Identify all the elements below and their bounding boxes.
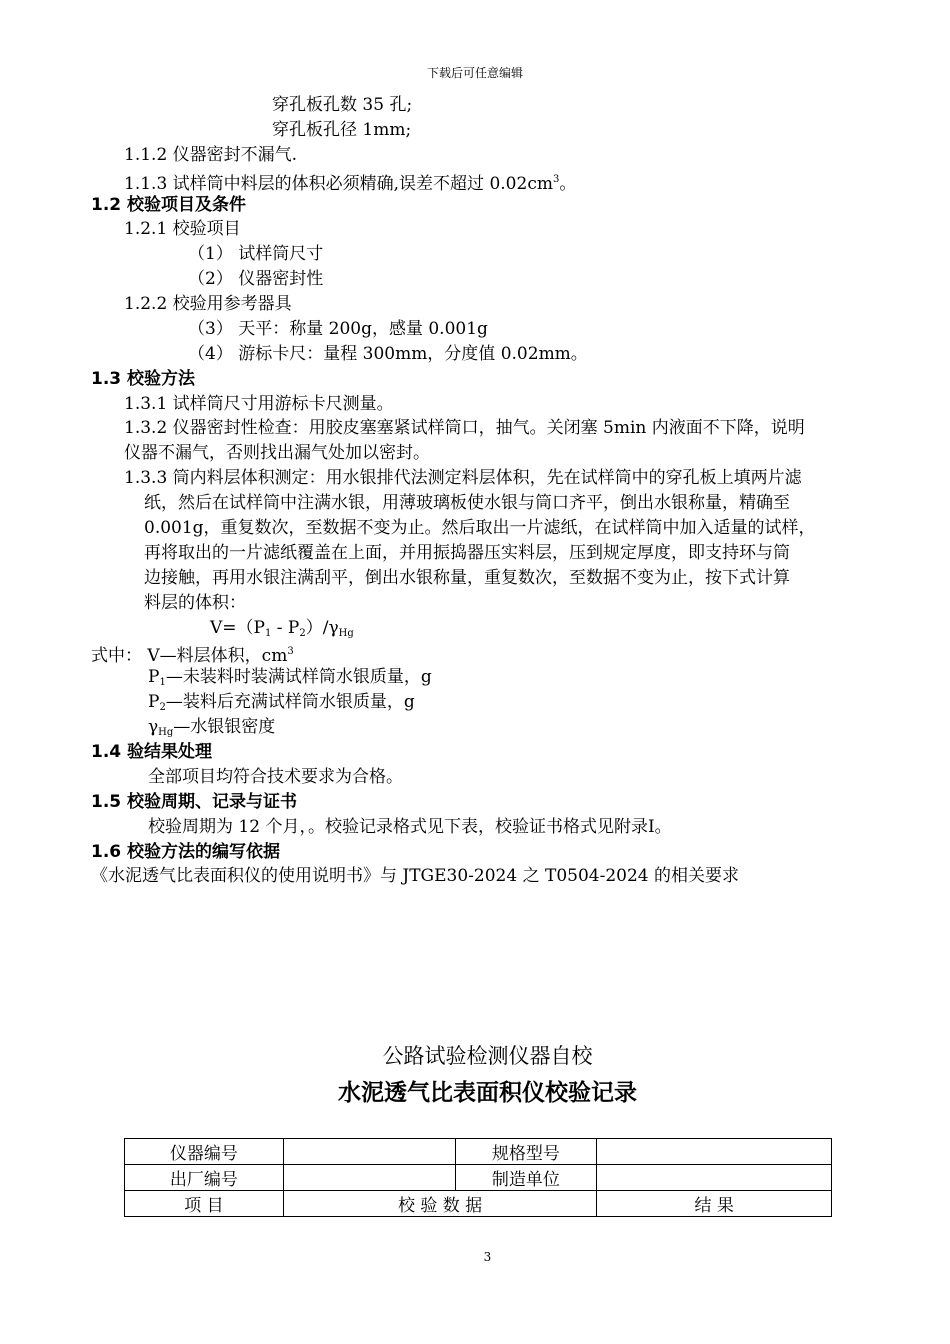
text-line: 边接触，再用水银注满刮平，倒出水银称量，重复数次，至数据不变为止，按下式计算 [144,568,790,588]
table-row [125,1191,832,1217]
text-line: 《水泥透气比表面积仪的使用说明书》与 JTGE30-2024 之 T0504-2024 的相关要求 [91,866,740,886]
text-line: 1.3.1 试样筒尺寸用游标卡尺测量。 [124,394,394,414]
record-table [124,1138,832,1217]
text-line: 仪器不漏气，否则找出漏气处加以密封。 [124,443,430,463]
text-line: 料层的体积： [144,593,246,613]
text-line: 全部项目均符合技术要求为合格。 [148,767,403,787]
list-item: （4） 游标卡尺：量程 300mm，分度值 0.02mm。 [188,344,588,364]
text-line: 纸，然后在试样筒中注满水银，用薄玻璃板使水银与筒口齐平，倒出水银称量，精确至 [144,493,790,513]
text-line: 0.001g，重复数次，至数据不变为止。然后取出一片滤纸，在试样筒中加入适量的试样， [144,518,816,538]
section-heading: 1.5 校验周期、记录与证书 [91,792,298,812]
table-cell: 仪器编号 [125,1139,284,1165]
record-subtitle: 公路试验检测仪器自校 [382,1044,593,1068]
text-line: 1.1.2 仪器密封不漏气. [124,145,298,165]
text-line: 1.3.2 仪器密封性检查：用胶皮塞塞紧试样筒口，抽气。关闭塞 5min 内液面不下降，说明 [124,418,805,438]
table-cell: 结 果 [597,1191,832,1217]
section-heading: 1.4 验结果处理 [91,742,213,762]
list-item: （3） 天平：称量 200g，感量 0.001g [188,319,488,339]
text-line: 1.1.3 试样筒中料层的体积必须精确,误差不超过 $0.02cm^3$。 [124,174,577,194]
definition-gamma: $\gamma_{Hg}—$水银银密度 [148,717,276,738]
text-line: 再将取出的一片滤纸覆盖在上面，并用振捣器压实料层，压到规定厚度，即支持环与筒 [144,543,790,563]
text-line: 穿孔板孔数 35 孔; [272,95,413,115]
page-number: 3 [483,1250,492,1264]
definition-v: 式中： V—料层体积，$cm^3$ [91,646,294,666]
text-line: 1.3.3 筒内料层体积测定：用水银排代法测定料层体积，先在试样筒中的穿孔板上填两片滤 [124,468,802,488]
table-row [125,1139,832,1165]
table-cell: 校 验 数 据 [283,1191,597,1217]
record-title: 水泥透气比表面积仪校验记录 [338,1080,637,1106]
table-cell [283,1139,455,1165]
table-cell: 制造单位 [455,1165,597,1191]
definition-p2: $P_2—$装料后充满试样筒水银质量，g [148,692,415,713]
page-header: 下载后可任意编辑 [426,66,523,80]
definition-p1: $P_1—$未装料时装满试样筒水银质量，g [148,667,432,688]
section-heading: 1.6 校验方法的编写依据 [91,842,281,862]
text-line: 穿孔板孔径 1mm; [272,120,412,140]
table-cell: 规格型号 [455,1139,597,1165]
text-line: 1.2.1 校验项目 [124,219,241,239]
table-cell [283,1165,455,1191]
table-cell: 出厂编号 [125,1165,284,1191]
section-heading: 1.3 校验方法 [91,369,196,389]
text-line: 校验周期为 12 个月，。校验记录格式见下表，校验证书格式见附录Ⅰ。 [148,817,672,837]
text-line: 1.2.2 校验用参考器具 [124,294,292,314]
list-item: （2） 仪器密封性 [188,269,324,289]
section-heading: 1.2 校验项目及条件 [91,195,247,215]
table-row [125,1165,832,1191]
list-item: （1） 试样筒尺寸 [188,244,324,264]
formula: $V=(P_1 - P_2)/\gamma_{Hg}$ [210,618,354,639]
table-cell [597,1165,832,1191]
table-cell [597,1139,832,1165]
table-cell: 项 目 [125,1191,284,1217]
